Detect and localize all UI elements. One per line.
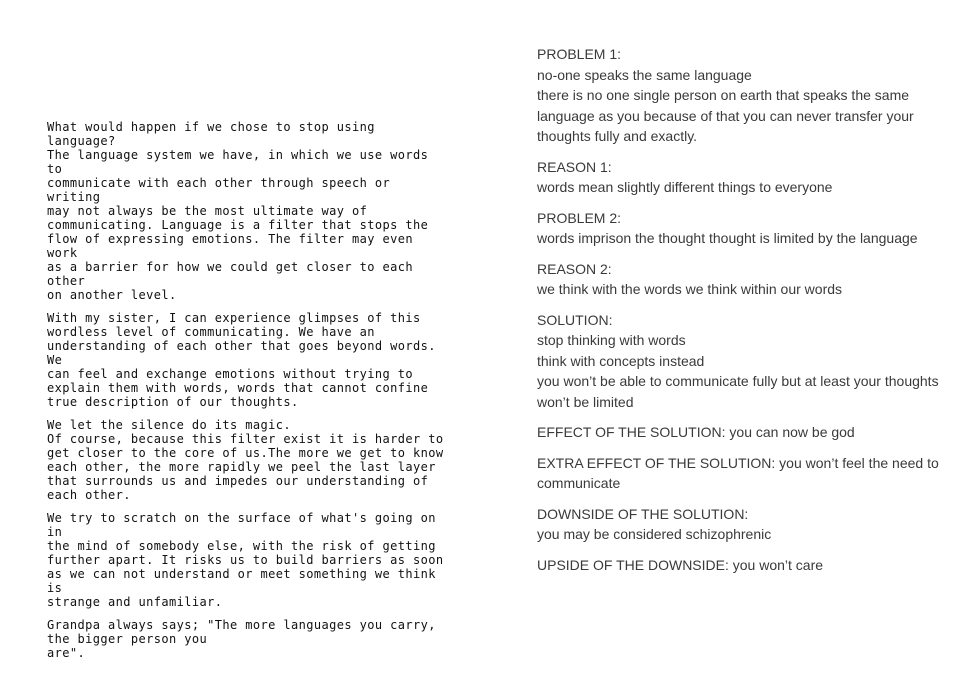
extra-effect-heading: EXTRA EFFECT OF THE SOLUTION:	[537, 454, 776, 471]
paragraph-silence: We let the silence do its magic. Of course, because this filter exist it is harder to get closer to the core of us.The more we get to know each other, the more rapidly we peel the last layer that surrounds us and impedes our understanding of each other.	[47, 418, 444, 502]
reason-1-heading: REASON 1:	[537, 158, 612, 175]
reason-1-block	[537, 157, 947, 198]
effect-block	[537, 422, 947, 443]
left-text-column	[47, 120, 447, 669]
reason-2-block	[537, 259, 947, 300]
solution-line: stop thinking with words	[537, 332, 686, 348]
problem-2-heading: PROBLEM 2:	[537, 209, 622, 226]
downside-line: you may be considered schizophrenic	[537, 526, 772, 542]
paragraph-grandpa: Grandpa always says; "The more languages you carry, the bigger person you are".	[47, 618, 436, 660]
solution-line: think with concepts instead	[537, 352, 705, 369]
reason-2-heading: REASON 2:	[537, 260, 612, 277]
downside-block	[537, 504, 947, 545]
problem-1-heading: PROBLEM 1:	[537, 46, 622, 62]
right-text-column	[537, 44, 947, 585]
solution-line: you won’t be able to communicate fully but at least your thoughts won’t be limited	[537, 373, 939, 410]
effect-heading: EFFECT OF THE SOLUTION:	[537, 424, 726, 440]
problem-1-block	[537, 44, 947, 147]
problem-1-line: there is no one single person on earth that speaks the same language as you because of that you can never transfer your thoughts fully and exactly.	[537, 87, 914, 144]
effect-text: you can now be god	[725, 424, 855, 440]
upside-block	[537, 555, 947, 576]
reason-2-line: we think with the words we think within our words	[537, 281, 843, 297]
downside-heading: DOWNSIDE OF THE SOLUTION:	[537, 505, 749, 522]
problem-2-block	[537, 208, 947, 249]
problem-2-line: words imprison the thought thought is limited by the language	[537, 230, 918, 246]
upside-text: you won’t care	[728, 556, 824, 573]
solution-block	[537, 310, 947, 413]
paragraph-language: What would happen if we chose to stop using language? The language system we have, in which we use words to communicate with each other through speech or writing may not always be the most ultimate way of communicating. Language is a filter that stops the flow of expressing emotions. The filter may even work as a barrier for how we could get closer to each other on another level.	[47, 120, 429, 302]
extra-effect-block	[537, 453, 947, 494]
extra-effect-text: you won’t feel the need to communicate	[537, 454, 939, 491]
paragraph-scratch: We try to scratch on the surface of what's going on in the mind of somebody else, with the risk of getting further apart. It risks us to build barriers as soon as we can not understand or meet something we think is strange and unfamiliar.	[47, 511, 444, 609]
upside-heading: UPSIDE OF THE DOWNSIDE:	[537, 556, 729, 573]
reason-1-line: words mean slightly different things to everyone	[537, 179, 833, 195]
paragraph-sister: With my sister, I can experience glimpses of this wordless level of communicating. We have an understanding of each other that goes beyond words. We can feel and exchange emotions without trying to explain them with words, words that cannot confine true description of our thoughts.	[47, 311, 436, 409]
solution-heading: SOLUTION:	[537, 311, 613, 328]
problem-1-line: no-one speaks the same language	[537, 66, 752, 83]
